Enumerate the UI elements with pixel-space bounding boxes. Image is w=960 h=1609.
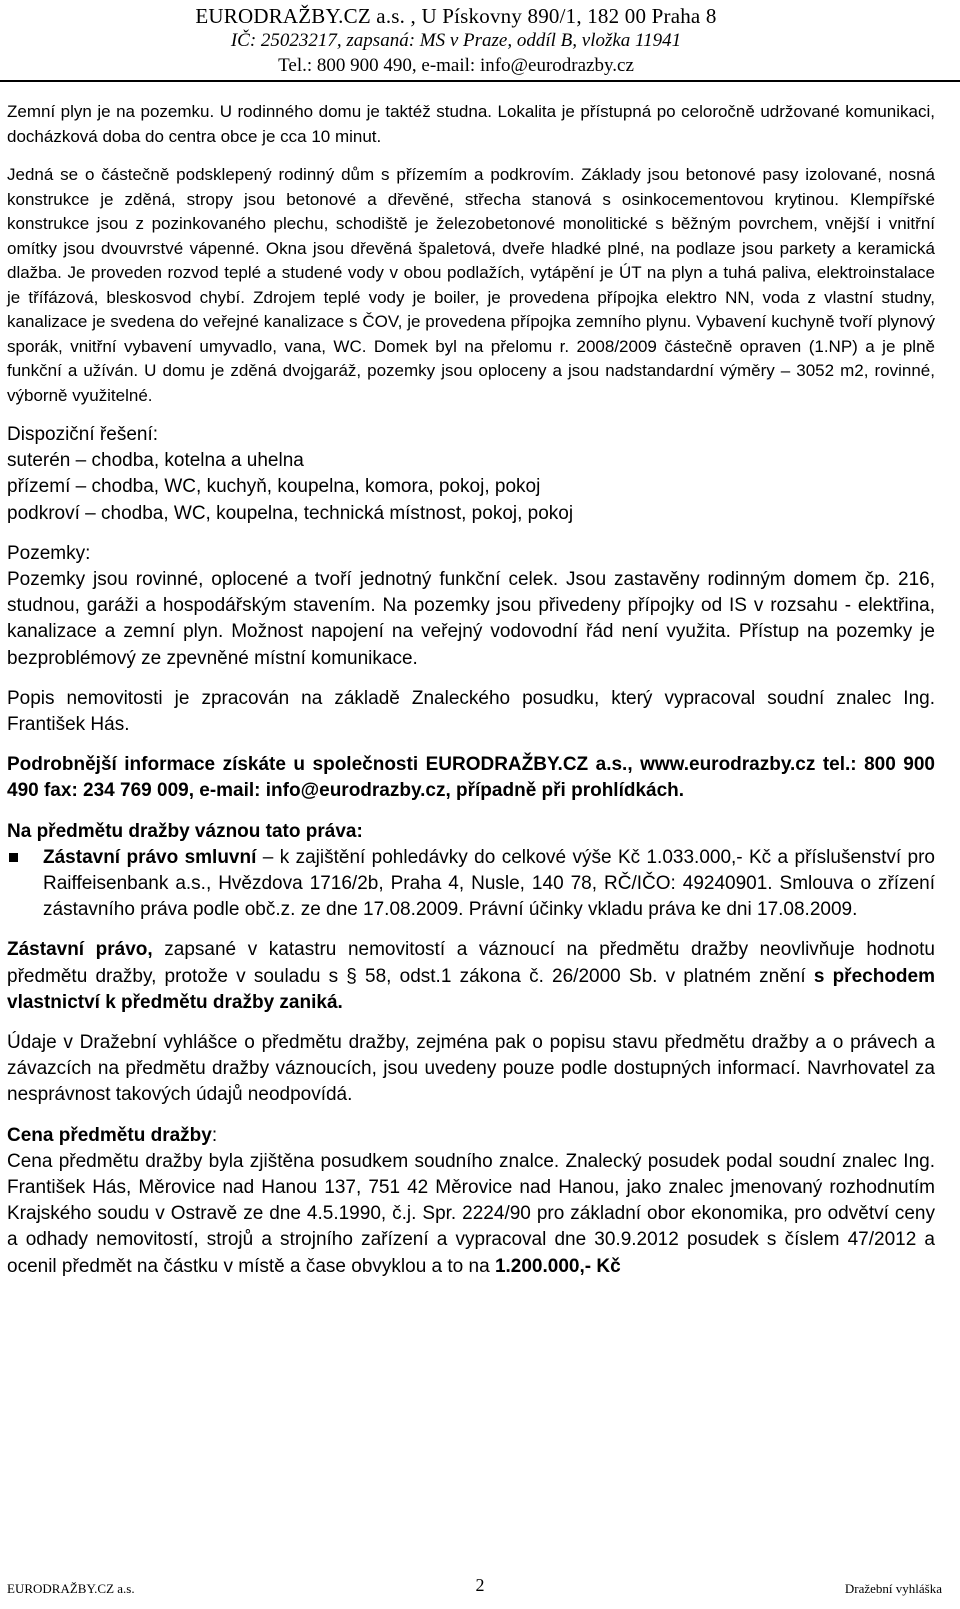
price-value: 1.200.000,- Kč [494, 1255, 621, 1277]
footer-document-title: Dražební vyhláška [844, 1581, 942, 1596]
paragraph-gas-location: Zemní plyn je na pozemku. U rodinného domu je taktéž studna. Lokalita je přístupná po celoročně udržované komunikaci, docházková doba do centra obce je cca 10 minut. [7, 102, 935, 146]
layout-attic: podkroví – chodba, WC, koupelna, technická místnost, pokoj, pokoj [7, 502, 574, 524]
lien-paragraph [7, 937, 935, 1016]
lien2-text: zapsané v katastru nemovitostí a váznoucí na předmětu dražby neovlivňuje hodnotu předmětu dražby, protože v souladu s § 58, odst.1 zákona č. 26/2000 Sb. v platném znění [7, 939, 935, 987]
disclaimer: Údaje v Dražební vyhlášce o předmětu dražby, zejména pak o popisu stavu předmětu dražby a o právech a závazcích na předmětu dražby váznoucích, jsou uvedeny pouze podle dostupných informací. Navrhovatel za nesprávnost takových údajů neodpovídá. [7, 1032, 935, 1106]
rights-list [7, 845, 935, 924]
header-company-address: EURODRAŽBY.CZ a.s. , U Pískovny 890/1, 182 00 Praha 8 [195, 4, 717, 28]
header-contact: Tel.: 800 900 490, e-mail: info@eurodrazby.cz [278, 55, 634, 76]
land-heading: Pozemky: [7, 542, 91, 564]
price-text: Cena předmětu dražby byla zjištěna posudkem soudního znalce. Znalecký posudek podal soudní znalec Ing. František Hás, Měrovice nad Hanou 137, 751 42 Měrovice nad Hanou, jako znalec jmenovaný rozhodnutím Krajského soudu v Ostravě ze dne 4.5.1990, č.j. Spr. 2224/90 pro základní obor ekonomika, pro odvětví ceny a odhady nemovitostí, strojů a strojního zařízení a vypracoval dne 30.9.2012 posudek s číslem 47/2012 a ocenil předmět na částku v místě a čase obvyklou a to na [7, 1150, 935, 1277]
lien2-conclusion: s přechodem vlastnictví k předmětu dražby zaniká. [7, 965, 935, 1013]
document-body [7, 100, 935, 1280]
layout-basement: suterén – chodba, kotelna a uhelna [7, 450, 304, 472]
land-text: Pozemky jsou rovinné, oplocené a tvoří jednotný funkční celek. Jsou zastavěny rodinným domem čp. 216, studnou, garáži a hospodářským stavením. Na pozemky jsou přivedeny přípojky od IS v rozsahu - elektřina, kanalizace a zemní plyn. Možnost napojení na veřejný vodovodní řád není využita. Přístup na pozemky je bezproblémový ze zpevněné místní komunikace. [7, 569, 935, 669]
layout-section [7, 422, 935, 1280]
lien2-title: Zástavní právo, [7, 939, 153, 961]
layout-ground-floor: přízemí – chodba, WC, kuchyň, koupelna, komora, pokoj, pokoj [7, 476, 541, 498]
rights-heading: Na předmětu dražby váznou tato práva: [7, 820, 363, 842]
description-note: Popis nemovitosti je zpracován na základě Znaleckého posudku, který vypracoval soudní znalec Ing. František Hás. [7, 687, 935, 736]
price-heading-colon: : [211, 1124, 218, 1146]
lien-title: Zástavní právo smluvní [43, 846, 257, 868]
price-heading: Cena předmětu dražby [7, 1124, 212, 1146]
page-number: 2 [475, 1575, 485, 1595]
list-item [7, 845, 935, 924]
layout-heading: Dispoziční řešení: [7, 424, 159, 445]
paragraph-house-description: Jedná se o částečně podsklepený rodinný dům s přízemím a podkrovím. Základy jsou betonové pasy izolované, nosná konstrukce je zděná, stropy jsou betonové a dřevěné, střecha stanová s osinkocementovou krytinou. Klempířské konstrukce jsou z pozinkovaného plechu, schodiště je železobetonové monolitické s běžným povrchem, vnější i vnitřní omítky jsou dvouvrstvé vápenné. Okna jsou dřevěná špaletová, dveře hladké plné, na podlaze jsou parkety a keramická dlažba. Je proveden rozvod teplé a studené vody v obou podlažích, vytápění je ÚT na plyn a tuhá paliva, elektroinstalace je třífázová, bleskosvod chybí. Zdrojem teplé vody je boiler, je provedena přípojka elektro NN, voda z vlastní studny, kanalizace je svedena do veřejné kanalizace s ČOV, je provedena přípojka zemního plynu. Vybavení kuchyně tvoří plynový sporák, vnitřní vybavení umyvadlo, vana, WC. Domek byl na přelomu r. 2008/2009 částečně opraven (1.NP) a je plně funkční a užíván. U domu je zděná dvojgaráž, pozemky jsou oploceny a jsou nadstandardní výměry – 3052 m2, rovinné, výborně využitelné. [7, 165, 935, 405]
page-footer [0, 1575, 960, 1605]
contact-info: Podrobnější informace získáte u společnosti EURODRAŽBY.CZ a.s., www.eurodrazby.cz tel.: 800 900 490 fax: 234 769 009, e-mail: info@eurodrazby.cz, případně při prohlídkách. [7, 754, 935, 802]
footer-company: EURODRAŽBY.CZ a.s. [7, 1581, 135, 1596]
header-registration: IČ: 25023217, zapsaná: MS v Praze, oddíl B, vložka 11941 [230, 30, 682, 51]
price-paragraph [7, 1149, 935, 1280]
price-heading-line [7, 1123, 935, 1149]
bullet-square-icon [9, 853, 18, 862]
lien-text: – k zajištění pohledávky do celkové výše Kč 1.033.000,- Kč a příslušenství pro Raiffeisenbank a.s., Hvězdova 1716/2b, Praha 4, Nusle, 140 78, RČ/IČO: 49240901. Smlouva o zřízení zástavního práva podle obč.z. ze dne 17.08.2009. Právní účinky vkladu práva ke dni 17.08.2009. [43, 846, 935, 921]
header-divider [0, 80, 960, 82]
